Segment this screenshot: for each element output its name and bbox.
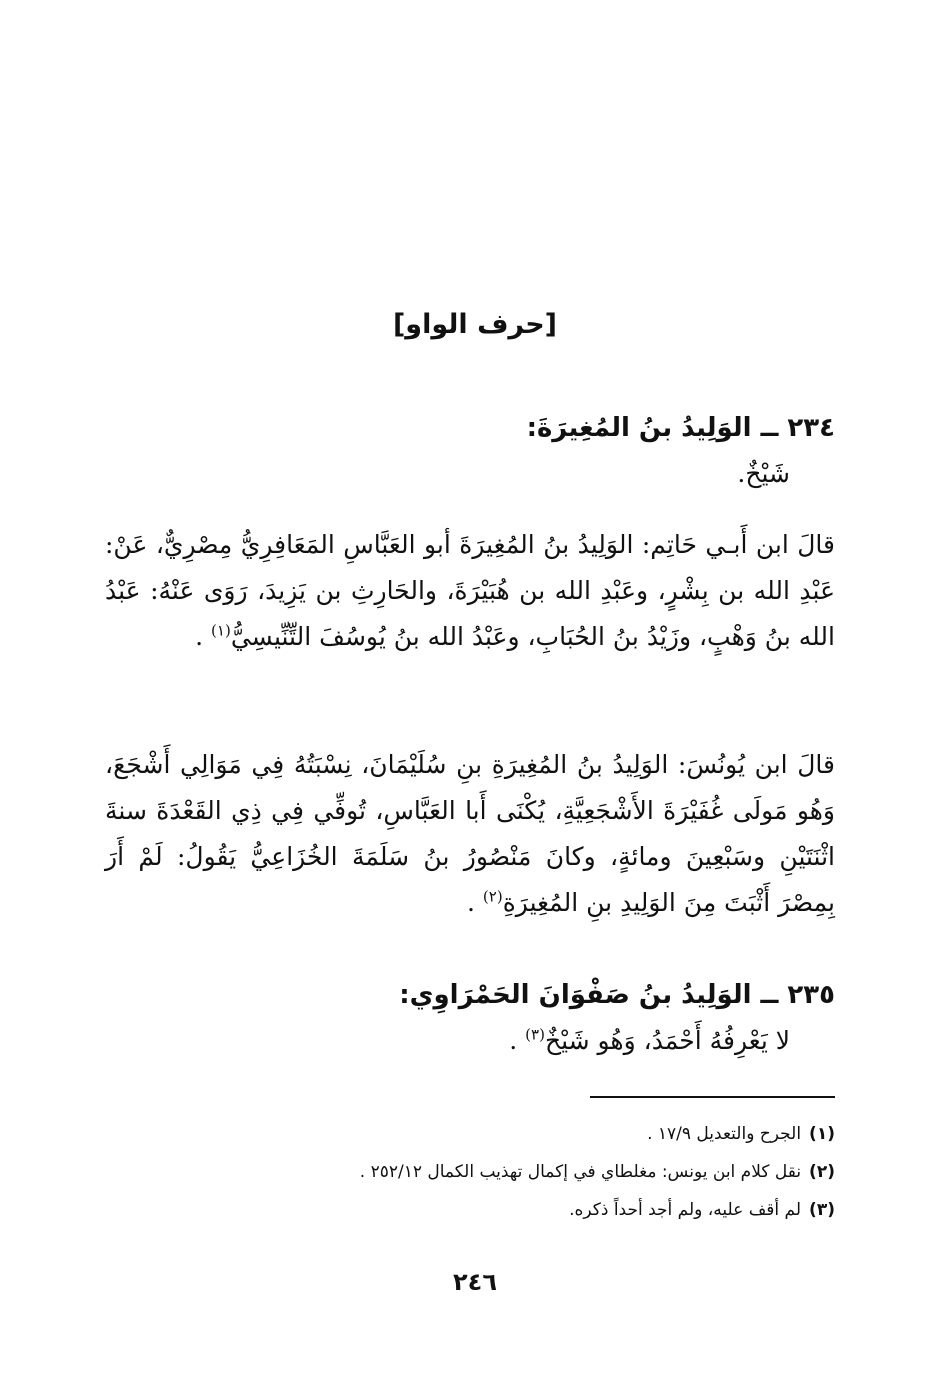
footnotes	[105, 1115, 835, 1229]
footnote-ref-1: (١)	[211, 621, 231, 640]
paragraph-text: قالَ ابن أَبـي حَاتِم: الوَلِيدُ بنُ المُغِيرَةَ أبو العَبَّاسِ المَعَافِرِيُّ مِصْرِيٌّ، عَنْ: عَبْدِ الله بن بِشْرٍ، وعَبْدِ الله بن هُبَيْرَةَ، والحَارِثِ بن يَزِيدَ، رَوَى عَنْهُ: عَبْدُ الله بنُ وَهْبٍ، وزَيْدُ بنُ الحُبَابِ، وعَبْدُ الله بنُ يُوسُفَ التِّنِّيسِيُّ$^{(١)}$ .	[105, 530, 835, 651]
page-number: ٢٤٦	[453, 1268, 497, 1296]
footnote-divider	[590, 1096, 835, 1098]
entry-235-text: لا يَعْرِفُهُ أَحْمَدُ، وَهُو شَيْخٌ	[544, 1026, 790, 1055]
paragraph-1-text: قالَ ابن أَبـي حَاتِم: الوَلِيدُ بنُ المُغِيرَةَ أبو العَبَّاسِ المَعَافِرِيُّ مِصْرِيٌّ، عَنْ: عَبْدِ الله بن بِشْرٍ، وعَبْدِ الله بن هُبَيْرَةَ، والحَارِثِ بن يَزِيدَ، رَوَى عَنْهُ: عَبْدُ الله بنُ وَهْبٍ، وزَيْدُ بنُ الحُبَابِ، وعَبْدُ الله بنُ يُوسُفَ التِّنِّيسِيُّ	[105, 530, 835, 651]
footnote-1	[105, 1115, 835, 1153]
footnote-text: الجرح والتعديل ١٧/٩ .	[647, 1124, 802, 1144]
entry-234-status: شَيْخٌ.	[737, 459, 790, 488]
footnote-number: (١)	[809, 1124, 835, 1144]
footnote-text: لم أقف عليه، ولم أجد أحداً ذكره.	[569, 1200, 802, 1220]
footnote-2	[105, 1153, 835, 1191]
chapter-title: [حرف الواو]	[392, 309, 558, 340]
entry-234-heading: ٢٣٤ ــ الوَلِيدُ بنُ المُغِيرَةَ:	[526, 413, 835, 443]
paragraph-2-text: قالَ ابن يُونُسَ: الوَلِيدُ بنُ المُغِيرَةِ بنِ سُلَيْمَانَ، نِسْبَتُهُ فِي مَوَالِي أَشْجَعَ، وَهُو مَولَى غُفَيْرَةَ الأَشْجَعِيَّةِ، يُكْنَى أَبا العَبَّاسِ، تُوفِّي فِي ذِي القَعْدَةَ سنةَ اثْنَتَيْنِ وسَبْعِينَ ومائةٍ، وكانَ مَنْصُورُ بنُ سَلَمَةَ الخُزَاعِيُّ يَقُولُ: لَمْ أَرَ بِمِصْرَ أَثْبَتَ مِنَ الوَلِيدِ بنِ المُغِيرَةِ	[105, 750, 835, 917]
entry-235-line: لا يَعْرِفُهُ أَحْمَدُ، وَهُو شَيْخٌ$^{(٣)}$ .	[509, 1025, 790, 1055]
entry-235	[105, 972, 835, 1064]
entry-234	[105, 405, 835, 497]
footnote-number: (٢)	[809, 1162, 835, 1182]
footnote-ref-3: (٣)	[525, 1025, 545, 1044]
entry-234-paragraph-1	[105, 522, 835, 660]
entry-235-heading: ٢٣٥ ــ الوَلِيدُ بنُ صَفْوَانَ الحَمْرَاوِي:	[399, 980, 835, 1010]
entry-234-paragraph-2	[105, 742, 835, 926]
paragraph-text: قالَ ابن يُونُسَ: الوَلِيدُ بنُ المُغِيرَةِ بنِ سُلَيْمَانَ، نِسْبَتُهُ فِي مَوَالِي أَشْجَعَ، وَهُو مَولَى غُفَيْرَةَ الأَشْجَعِيَّةِ، يُكْنَى أَبا العَبَّاسِ، تُوفِّي فِي ذِي القَعْدَةَ سنةَ اثْنَتَيْنِ وسَبْعِينَ ومائةٍ، وكانَ مَنْصُورُ بنُ سَلَمَةَ الخُزَاعِيُّ يَقُولُ: لَمْ أَرَ بِمِصْرَ أَثْبَتَ مِنَ الوَلِيدِ بنِ المُغِيرَةِ$^{(٢)}$ .	[105, 750, 835, 917]
footnote-3	[105, 1191, 835, 1229]
footnote-text: نقل كلام ابن يونس: مغلطاي في إكمال تهذيب الكمال ٢٥٢/١٢ .	[359, 1162, 802, 1182]
footnote-ref-2: (٢)	[482, 887, 503, 906]
footnote-number: (٣)	[809, 1200, 835, 1220]
